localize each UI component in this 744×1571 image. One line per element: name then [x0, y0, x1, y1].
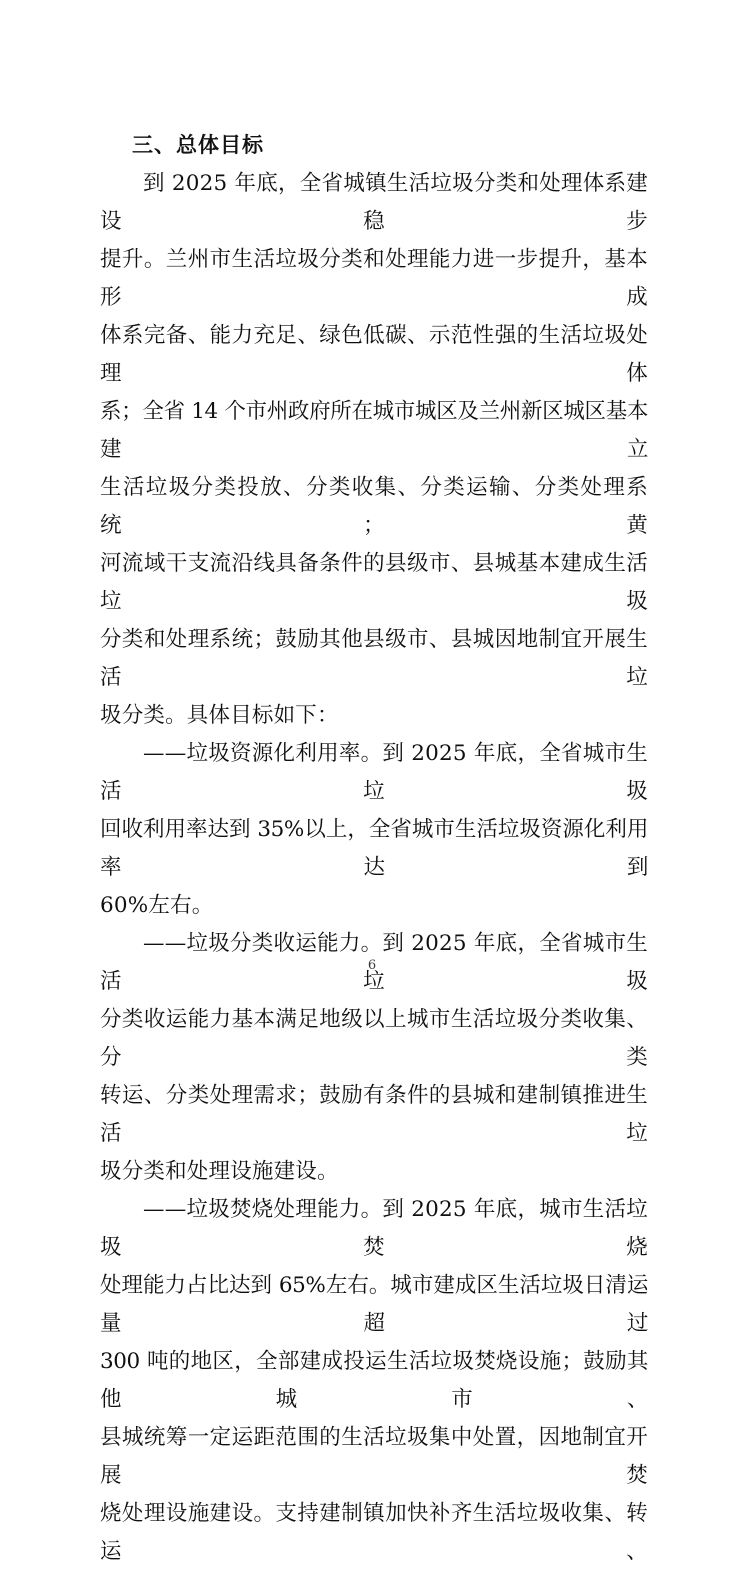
- text-line: 300 吨的地区，全部建成投运生活垃圾焚烧设施；鼓励其他城市、: [100, 1349, 648, 1412]
- paragraph-intro: [100, 165, 648, 735]
- page-text-body: [100, 126, 648, 1571]
- text-line: 生活垃圾分类投放、分类收集、分类运输、分类处理系统；黄: [100, 475, 648, 538]
- paragraph-goal-recycling-rate: [100, 735, 648, 925]
- text-line: 处理能力占比达到 65%左右。城市建成区生活垃圾日清运量超过: [100, 1273, 648, 1336]
- text-line: 回收利用率达到 35%以上，全省城市生活垃圾资源化利用率达到: [100, 817, 648, 880]
- text-line: 系；全省 14 个市州政府所在城市城区及兰州新区城区基本建立: [100, 399, 648, 462]
- page-number: 6: [367, 958, 377, 973]
- text-line: 圾分类。具体目标如下：: [100, 703, 339, 728]
- text-line: 分类和处理系统；鼓励其他县级市、县城因地制宜开展生活垃: [100, 627, 648, 690]
- text-line: 分类收运能力基本满足地级以上城市生活垃圾分类收集、分类: [100, 1007, 648, 1070]
- text-line: 体系完备、能力充足、绿色低碳、示范性强的生活垃圾处理体: [100, 323, 648, 386]
- text-line: 圾分类和处理设施建设。: [100, 1159, 339, 1184]
- section-heading: 三、总体目标: [132, 133, 264, 157]
- text-line: 县城统筹一定运距范围的生活垃圾集中处置，因地制宜开展焚: [100, 1425, 648, 1488]
- text-line: 60%左右。: [100, 893, 214, 918]
- text-line: ——垃圾资源化利用率。到 2025 年底，全省城市生活垃圾: [100, 741, 648, 804]
- text-line: ——垃圾分类收运能力。到 2025 年底，全省城市生活垃圾: [100, 931, 648, 994]
- text-line: 转运、分类处理需求；鼓励有条件的县城和建制镇推进生活垃: [100, 1083, 648, 1146]
- paragraph-goal-incineration: [100, 1191, 648, 1571]
- text-line: 烧处理设施建设。支持建制镇加快补齐生活垃圾收集、转运、: [100, 1501, 648, 1564]
- text-line: 提升。兰州市生活垃圾分类和处理能力进一步提升，基本形成: [100, 247, 648, 310]
- text-line: ——垃圾焚烧处理能力。到 2025 年底，城市生活垃圾焚烧: [100, 1197, 648, 1260]
- text-line: 到 2025 年底，全省城镇生活垃圾分类和处理体系建设稳步: [100, 171, 648, 234]
- text-line: 河流域干支流沿线具备条件的县级市、县城基本建成生活垃圾: [100, 551, 648, 614]
